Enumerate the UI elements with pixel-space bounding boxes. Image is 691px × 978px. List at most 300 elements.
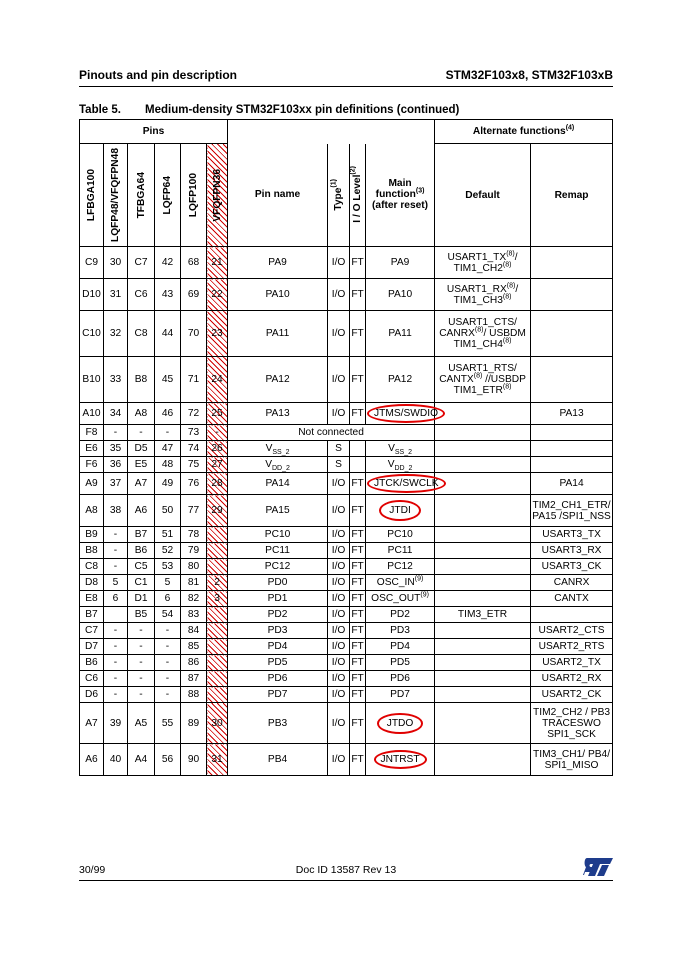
cell-pin-name: PA10: [228, 279, 328, 311]
cell-lqfp48: 37: [104, 473, 128, 495]
cell-main-function: PD4: [366, 639, 435, 655]
cell-type: I/O: [328, 703, 350, 744]
cell-lfbga100: A8: [80, 495, 104, 527]
cell-type: S: [328, 457, 350, 473]
cell-main-function: [366, 495, 435, 527]
cell-remap: CANRX: [531, 575, 613, 591]
cell-main-function: [366, 744, 435, 776]
cell-lqfp48: 5: [104, 575, 128, 591]
cell-lqfp64: 56: [155, 744, 181, 776]
col-main-function: Main function$^{(3)}$ (after reset): [366, 144, 435, 247]
cell-lqfp48: 35: [104, 441, 128, 457]
cell-default: [435, 425, 531, 441]
cell-pin-name: PD5: [228, 655, 328, 671]
cell-main-function: PA10: [366, 279, 435, 311]
cell-lqfp100: 81: [181, 575, 207, 591]
cell-io-level: FT: [350, 655, 366, 671]
col-vfqfpn36: VFQFPN36: [207, 144, 228, 247]
cell-remap: TIM3_CH1/ PB4/ SPI1_MISO: [531, 744, 613, 776]
table-row: [80, 591, 613, 607]
cell-lfbga100: E8: [80, 591, 104, 607]
cell-main-function: $V_{DD\_2}$: [366, 457, 435, 473]
cell-tfbga64: C1: [128, 575, 155, 591]
table-row: [80, 575, 613, 591]
cell-remap: [531, 607, 613, 623]
cell-vfqfpn36: 28: [207, 473, 228, 495]
cell-lfbga100: A6: [80, 744, 104, 776]
cell-lqfp100: 83: [181, 607, 207, 623]
cell-default: USART1_RX$^{(8)}$/ TIM1_CH3$^{(8)}$: [435, 279, 531, 311]
table-row: [80, 559, 613, 575]
cell-lqfp48: -: [104, 543, 128, 559]
cell-lqfp64: -: [155, 639, 181, 655]
cell-type: I/O: [328, 607, 350, 623]
cell-vfqfpn36: [207, 559, 228, 575]
cell-lqfp48: 38: [104, 495, 128, 527]
cell-io-level: FT: [350, 357, 366, 403]
cell-type: I/O: [328, 591, 350, 607]
cell-pin-name: PD1: [228, 591, 328, 607]
cell-main-function: OSC_IN$^{(9)}$: [366, 575, 435, 591]
cell-lqfp100: 79: [181, 543, 207, 559]
cell-lqfp48: -: [104, 639, 128, 655]
cell-default: [435, 623, 531, 639]
col-default: Default: [435, 144, 531, 247]
table-row: [80, 279, 613, 311]
cell-remap: TIM2_CH2 / PB3 TRACESWO SPI1_SCK: [531, 703, 613, 744]
cell-lqfp100: 77: [181, 495, 207, 527]
cell-lqfp48: -: [104, 527, 128, 543]
cell-pin-name: $V_{DD\_2}$: [228, 457, 328, 473]
cell-lqfp100: 89: [181, 703, 207, 744]
cell-lfbga100: A9: [80, 473, 104, 495]
cell-main-function: PD6: [366, 671, 435, 687]
cell-tfbga64: A6: [128, 495, 155, 527]
cell-default: [435, 473, 531, 495]
cell-pin-name: PD3: [228, 623, 328, 639]
cell-main-function: PD7: [366, 687, 435, 703]
cell-lfbga100: F8: [80, 425, 104, 441]
cell-type: I/O: [328, 403, 350, 425]
cell-remap: USART2_CTS: [531, 623, 613, 639]
cell-main-function: PD2: [366, 607, 435, 623]
col-remap: Remap: [531, 144, 613, 247]
cell-remap: USART2_CK: [531, 687, 613, 703]
cell-io-level: FT: [350, 591, 366, 607]
table-row: [80, 527, 613, 543]
cell-pin-name: PB4: [228, 744, 328, 776]
cell-type: I/O: [328, 639, 350, 655]
cell-pin-name: PC11: [228, 543, 328, 559]
cell-lqfp48: -: [104, 655, 128, 671]
cell-lqfp48: -: [104, 559, 128, 575]
red-circle-annotation: JTCK/SWCLK: [367, 474, 446, 493]
cell-remap: [531, 279, 613, 311]
cell-default: [435, 543, 531, 559]
col-lqfp48: LQFP48/VFQFPN48: [104, 144, 128, 247]
cell-vfqfpn36: 31: [207, 744, 228, 776]
cell-type: I/O: [328, 311, 350, 357]
cell-lqfp100: 69: [181, 279, 207, 311]
cell-vfqfpn36: 26: [207, 441, 228, 457]
cell-vfqfpn36: 21: [207, 247, 228, 279]
cell-tfbga64: A7: [128, 473, 155, 495]
cell-lfbga100: A7: [80, 703, 104, 744]
cell-pin-name: PA15: [228, 495, 328, 527]
cell-lqfp48: -: [104, 623, 128, 639]
cell-tfbga64: A4: [128, 744, 155, 776]
cell-io-level: FT: [350, 311, 366, 357]
header-rule: [79, 86, 613, 87]
cell-vfqfpn36: 2: [207, 575, 228, 591]
cell-lqfp64: 43: [155, 279, 181, 311]
cell-default: USART1_TX$^{(8)}$/ TIM1_CH2$^{(8)}$: [435, 247, 531, 279]
cell-tfbga64: -: [128, 425, 155, 441]
cell-lqfp48: -: [104, 425, 128, 441]
cell-remap: USART3_TX: [531, 527, 613, 543]
cell-lqfp100: 84: [181, 623, 207, 639]
cell-vfqfpn36: [207, 527, 228, 543]
table-row: [80, 639, 613, 655]
cell-remap: [531, 441, 613, 457]
cell-pin-name: PA11: [228, 311, 328, 357]
cell-vfqfpn36: 23: [207, 311, 228, 357]
cell-lqfp64: 5: [155, 575, 181, 591]
cell-remap: USART3_CK: [531, 559, 613, 575]
cell-lqfp64: 49: [155, 473, 181, 495]
cell-tfbga64: -: [128, 671, 155, 687]
cell-type: I/O: [328, 655, 350, 671]
cell-lqfp64: 46: [155, 403, 181, 425]
cell-lqfp100: 70: [181, 311, 207, 357]
cell-remap: [531, 457, 613, 473]
cell-io-level: FT: [350, 403, 366, 425]
cell-type: I/O: [328, 473, 350, 495]
cell-lqfp100: 85: [181, 639, 207, 655]
cell-vfqfpn36: 29: [207, 495, 228, 527]
cell-vfqfpn36: 24: [207, 357, 228, 403]
section-title: Pinouts and pin description: [79, 68, 238, 82]
col-lqfp100: LQFP100: [181, 144, 207, 247]
cell-vfqfpn36: [207, 639, 228, 655]
cell-type: I/O: [328, 623, 350, 639]
cell-lfbga100: D7: [80, 639, 104, 655]
col-io-level: I / O Level$^{(2)}$: [350, 144, 366, 247]
cell-tfbga64: E5: [128, 457, 155, 473]
cell-main-function: PC11: [366, 543, 435, 559]
cell-remap: [531, 247, 613, 279]
table-row: [80, 607, 613, 623]
cell-default: [435, 527, 531, 543]
cell-type: I/O: [328, 559, 350, 575]
cell-vfqfpn36: [207, 543, 228, 559]
cell-pin-name: PA12: [228, 357, 328, 403]
cell-default: [435, 703, 531, 744]
cell-main-function: $V_{SS\_2}$: [366, 441, 435, 457]
cell-vfqfpn36: [207, 655, 228, 671]
footer-rule: [79, 880, 613, 881]
cell-lqfp64: -: [155, 623, 181, 639]
cell-tfbga64: D5: [128, 441, 155, 457]
cell-lqfp100: 88: [181, 687, 207, 703]
table-row: [80, 543, 613, 559]
cell-lqfp100: 86: [181, 655, 207, 671]
table-row: [80, 671, 613, 687]
cell-io-level: FT: [350, 527, 366, 543]
cell-main-function: PA9: [366, 247, 435, 279]
cell-tfbga64: C6: [128, 279, 155, 311]
cell-type: I/O: [328, 357, 350, 403]
cell-pin-name: PB3: [228, 703, 328, 744]
cell-lfbga100: D8: [80, 575, 104, 591]
cell-tfbga64: -: [128, 639, 155, 655]
col-type: Type$^{(1)}$: [328, 144, 350, 247]
cell-lqfp48: -: [104, 687, 128, 703]
cell-io-level: FT: [350, 744, 366, 776]
cell-lqfp64: 47: [155, 441, 181, 457]
cell-lqfp64: 44: [155, 311, 181, 357]
cell-lqfp64: -: [155, 655, 181, 671]
cell-lfbga100: E6: [80, 441, 104, 457]
cell-tfbga64: D1: [128, 591, 155, 607]
cell-io-level: FT: [350, 623, 366, 639]
cell-io-level: FT: [350, 473, 366, 495]
cell-main-function: PD3: [366, 623, 435, 639]
cell-vfqfpn36: 25: [207, 403, 228, 425]
cell-tfbga64: A8: [128, 403, 155, 425]
table-row: [80, 495, 613, 527]
cell-lqfp64: 55: [155, 703, 181, 744]
group-header-alternate: Alternate functions$^{(4)}$: [435, 120, 613, 144]
cell-lfbga100: A10: [80, 403, 104, 425]
cell-vfqfpn36: 30: [207, 703, 228, 744]
cell-lqfp48: 36: [104, 457, 128, 473]
cell-lfbga100: C6: [80, 671, 104, 687]
cell-main-function: PC12: [366, 559, 435, 575]
cell-io-level: [350, 457, 366, 473]
table-title: Medium-density STM32F103xx pin definitions (continued): [145, 104, 460, 116]
cell-main-function: PC10: [366, 527, 435, 543]
cell-default: [435, 591, 531, 607]
cell-default: TIM3_ETR: [435, 607, 531, 623]
cell-lqfp48: 39: [104, 703, 128, 744]
cell-lfbga100: B7: [80, 607, 104, 623]
cell-pin-name: PD0: [228, 575, 328, 591]
cell-lqfp48: 32: [104, 311, 128, 357]
cell-type: I/O: [328, 543, 350, 559]
cell-lfbga100: C10: [80, 311, 104, 357]
cell-vfqfpn36: 22: [207, 279, 228, 311]
cell-type: I/O: [328, 527, 350, 543]
cell-default: [435, 687, 531, 703]
cell-io-level: FT: [350, 703, 366, 744]
cell-type: I/O: [328, 575, 350, 591]
red-circle-annotation: JTDO: [377, 713, 424, 734]
cell-tfbga64: C7: [128, 247, 155, 279]
page-header: [79, 68, 613, 82]
cell-lqfp64: 50: [155, 495, 181, 527]
table-row: [80, 311, 613, 357]
table-row: [80, 623, 613, 639]
cell-pin-name: PA14: [228, 473, 328, 495]
cell-lfbga100: F6: [80, 457, 104, 473]
col-lfbga100: LFBGA100: [80, 144, 104, 247]
cell-lfbga100: B10: [80, 357, 104, 403]
cell-lqfp48: 34: [104, 403, 128, 425]
cell-tfbga64: B7: [128, 527, 155, 543]
cell-lfbga100: B9: [80, 527, 104, 543]
cell-pin-name: PC12: [228, 559, 328, 575]
red-circle-annotation: JTDI: [379, 500, 421, 521]
cell-remap: [531, 311, 613, 357]
cell-io-level: FT: [350, 279, 366, 311]
pin-definitions-table: [79, 119, 613, 776]
table-row: [80, 744, 613, 776]
cell-vfqfpn36: [207, 671, 228, 687]
cell-lqfp100: 74: [181, 441, 207, 457]
st-logo-icon: [583, 858, 613, 876]
table-row: [80, 357, 613, 403]
table-caption: [79, 104, 459, 116]
table-number: Table 5.: [79, 104, 121, 116]
cell-lqfp100: 72: [181, 403, 207, 425]
cell-remap: TIM2_CH1_ETR/ PA15 /SPI1_NSS: [531, 495, 613, 527]
cell-type: I/O: [328, 279, 350, 311]
table-row: [80, 441, 613, 457]
cell-default: [435, 403, 531, 425]
cell-remap: USART2_RTS: [531, 639, 613, 655]
cell-pin-name: $V_{SS\_2}$: [228, 441, 328, 457]
cell-pin-name: PA9: [228, 247, 328, 279]
table-row: [80, 425, 613, 441]
page-number: 30/99: [79, 864, 106, 876]
cell-io-level: FT: [350, 495, 366, 527]
cell-tfbga64: -: [128, 655, 155, 671]
cell-lqfp64: -: [155, 687, 181, 703]
cell-lfbga100: C9: [80, 247, 104, 279]
cell-tfbga64: -: [128, 623, 155, 639]
cell-remap: [531, 357, 613, 403]
cell-default: [435, 744, 531, 776]
table-row: [80, 247, 613, 279]
cell-lqfp64: 6: [155, 591, 181, 607]
cell-io-level: [350, 441, 366, 457]
group-header-pins: Pins: [80, 120, 228, 144]
cell-lqfp64: -: [155, 425, 181, 441]
cell-default: [435, 559, 531, 575]
cell-default: [435, 639, 531, 655]
cell-lqfp100: 80: [181, 559, 207, 575]
cell-remap: USART3_RX: [531, 543, 613, 559]
cell-io-level: FT: [350, 559, 366, 575]
cell-remap: USART2_TX: [531, 655, 613, 671]
cell-type: I/O: [328, 744, 350, 776]
cell-lqfp100: 82: [181, 591, 207, 607]
pin-rows: [80, 247, 613, 776]
cell-lqfp64: 48: [155, 457, 181, 473]
cell-remap: PA13: [531, 403, 613, 425]
cell-lqfp48: -: [104, 671, 128, 687]
red-circle-annotation: JNTRST: [374, 750, 427, 769]
cell-tfbga64: C5: [128, 559, 155, 575]
cell-type: S: [328, 441, 350, 457]
cell-lqfp64: -: [155, 671, 181, 687]
cell-lqfp48: 6: [104, 591, 128, 607]
cell-lqfp100: 76: [181, 473, 207, 495]
cell-lqfp100: 75: [181, 457, 207, 473]
cell-default: USART1_RTS/ CANTX$^{(8)}$ //USBDP TIM1_ETR$^{(8)}$: [435, 357, 531, 403]
cell-vfqfpn36: [207, 607, 228, 623]
cell-lfbga100: C7: [80, 623, 104, 639]
cell-lfbga100: B8: [80, 543, 104, 559]
cell-remap: USART2_RX: [531, 671, 613, 687]
cell-lqfp100: 68: [181, 247, 207, 279]
col-tfbga64: TFBGA64: [128, 144, 155, 247]
cell-main-function: PA12: [366, 357, 435, 403]
cell-tfbga64: -: [128, 687, 155, 703]
cell-io-level: FT: [350, 247, 366, 279]
cell-remap: [531, 425, 613, 441]
cell-pin-name: PD6: [228, 671, 328, 687]
cell-default: [435, 457, 531, 473]
cell-pin-name: PC10: [228, 527, 328, 543]
cell-type: I/O: [328, 671, 350, 687]
cell-lqfp100: 73: [181, 425, 207, 441]
cell-main-function: [366, 403, 438, 425]
cell-tfbga64: A5: [128, 703, 155, 744]
cell-lfbga100: B6: [80, 655, 104, 671]
cell-not-connected: Not connected: [228, 425, 435, 441]
cell-default: [435, 655, 531, 671]
document-id: Doc ID 13587 Rev 13: [295, 864, 397, 876]
cell-lfbga100: D10: [80, 279, 104, 311]
table-row: [80, 403, 613, 425]
cell-lqfp64: 52: [155, 543, 181, 559]
cell-vfqfpn36: 27: [207, 457, 228, 473]
cell-lqfp48: 31: [104, 279, 128, 311]
cell-main-function: PD5: [366, 655, 435, 671]
cell-lqfp64: 45: [155, 357, 181, 403]
document-title: STM32F103x8, STM32F103xB: [445, 68, 613, 82]
cell-vfqfpn36: 3: [207, 591, 228, 607]
cell-type: I/O: [328, 247, 350, 279]
cell-io-level: FT: [350, 543, 366, 559]
col-lqfp64: LQFP64: [155, 144, 181, 247]
cell-default: [435, 441, 531, 457]
cell-lqfp100: 71: [181, 357, 207, 403]
cell-tfbga64: B6: [128, 543, 155, 559]
cell-remap: PA14: [531, 473, 613, 495]
table-row: [80, 457, 613, 473]
cell-main-function: [366, 703, 435, 744]
cell-lqfp100: 78: [181, 527, 207, 543]
cell-lqfp64: 54: [155, 607, 181, 623]
table-row: [80, 473, 613, 495]
cell-lqfp64: 42: [155, 247, 181, 279]
cell-pin-name: PD7: [228, 687, 328, 703]
cell-type: I/O: [328, 495, 350, 527]
red-circle-annotation: JTMS/SWDIO: [367, 404, 445, 423]
cell-type: I/O: [328, 687, 350, 703]
cell-default: [435, 671, 531, 687]
cell-pin-name: PD2: [228, 607, 328, 623]
col-pin-name: Pin name: [228, 144, 328, 247]
cell-lfbga100: D6: [80, 687, 104, 703]
cell-io-level: FT: [350, 607, 366, 623]
cell-lqfp64: 51: [155, 527, 181, 543]
cell-io-level: FT: [350, 671, 366, 687]
cell-lqfp48: [104, 607, 128, 623]
